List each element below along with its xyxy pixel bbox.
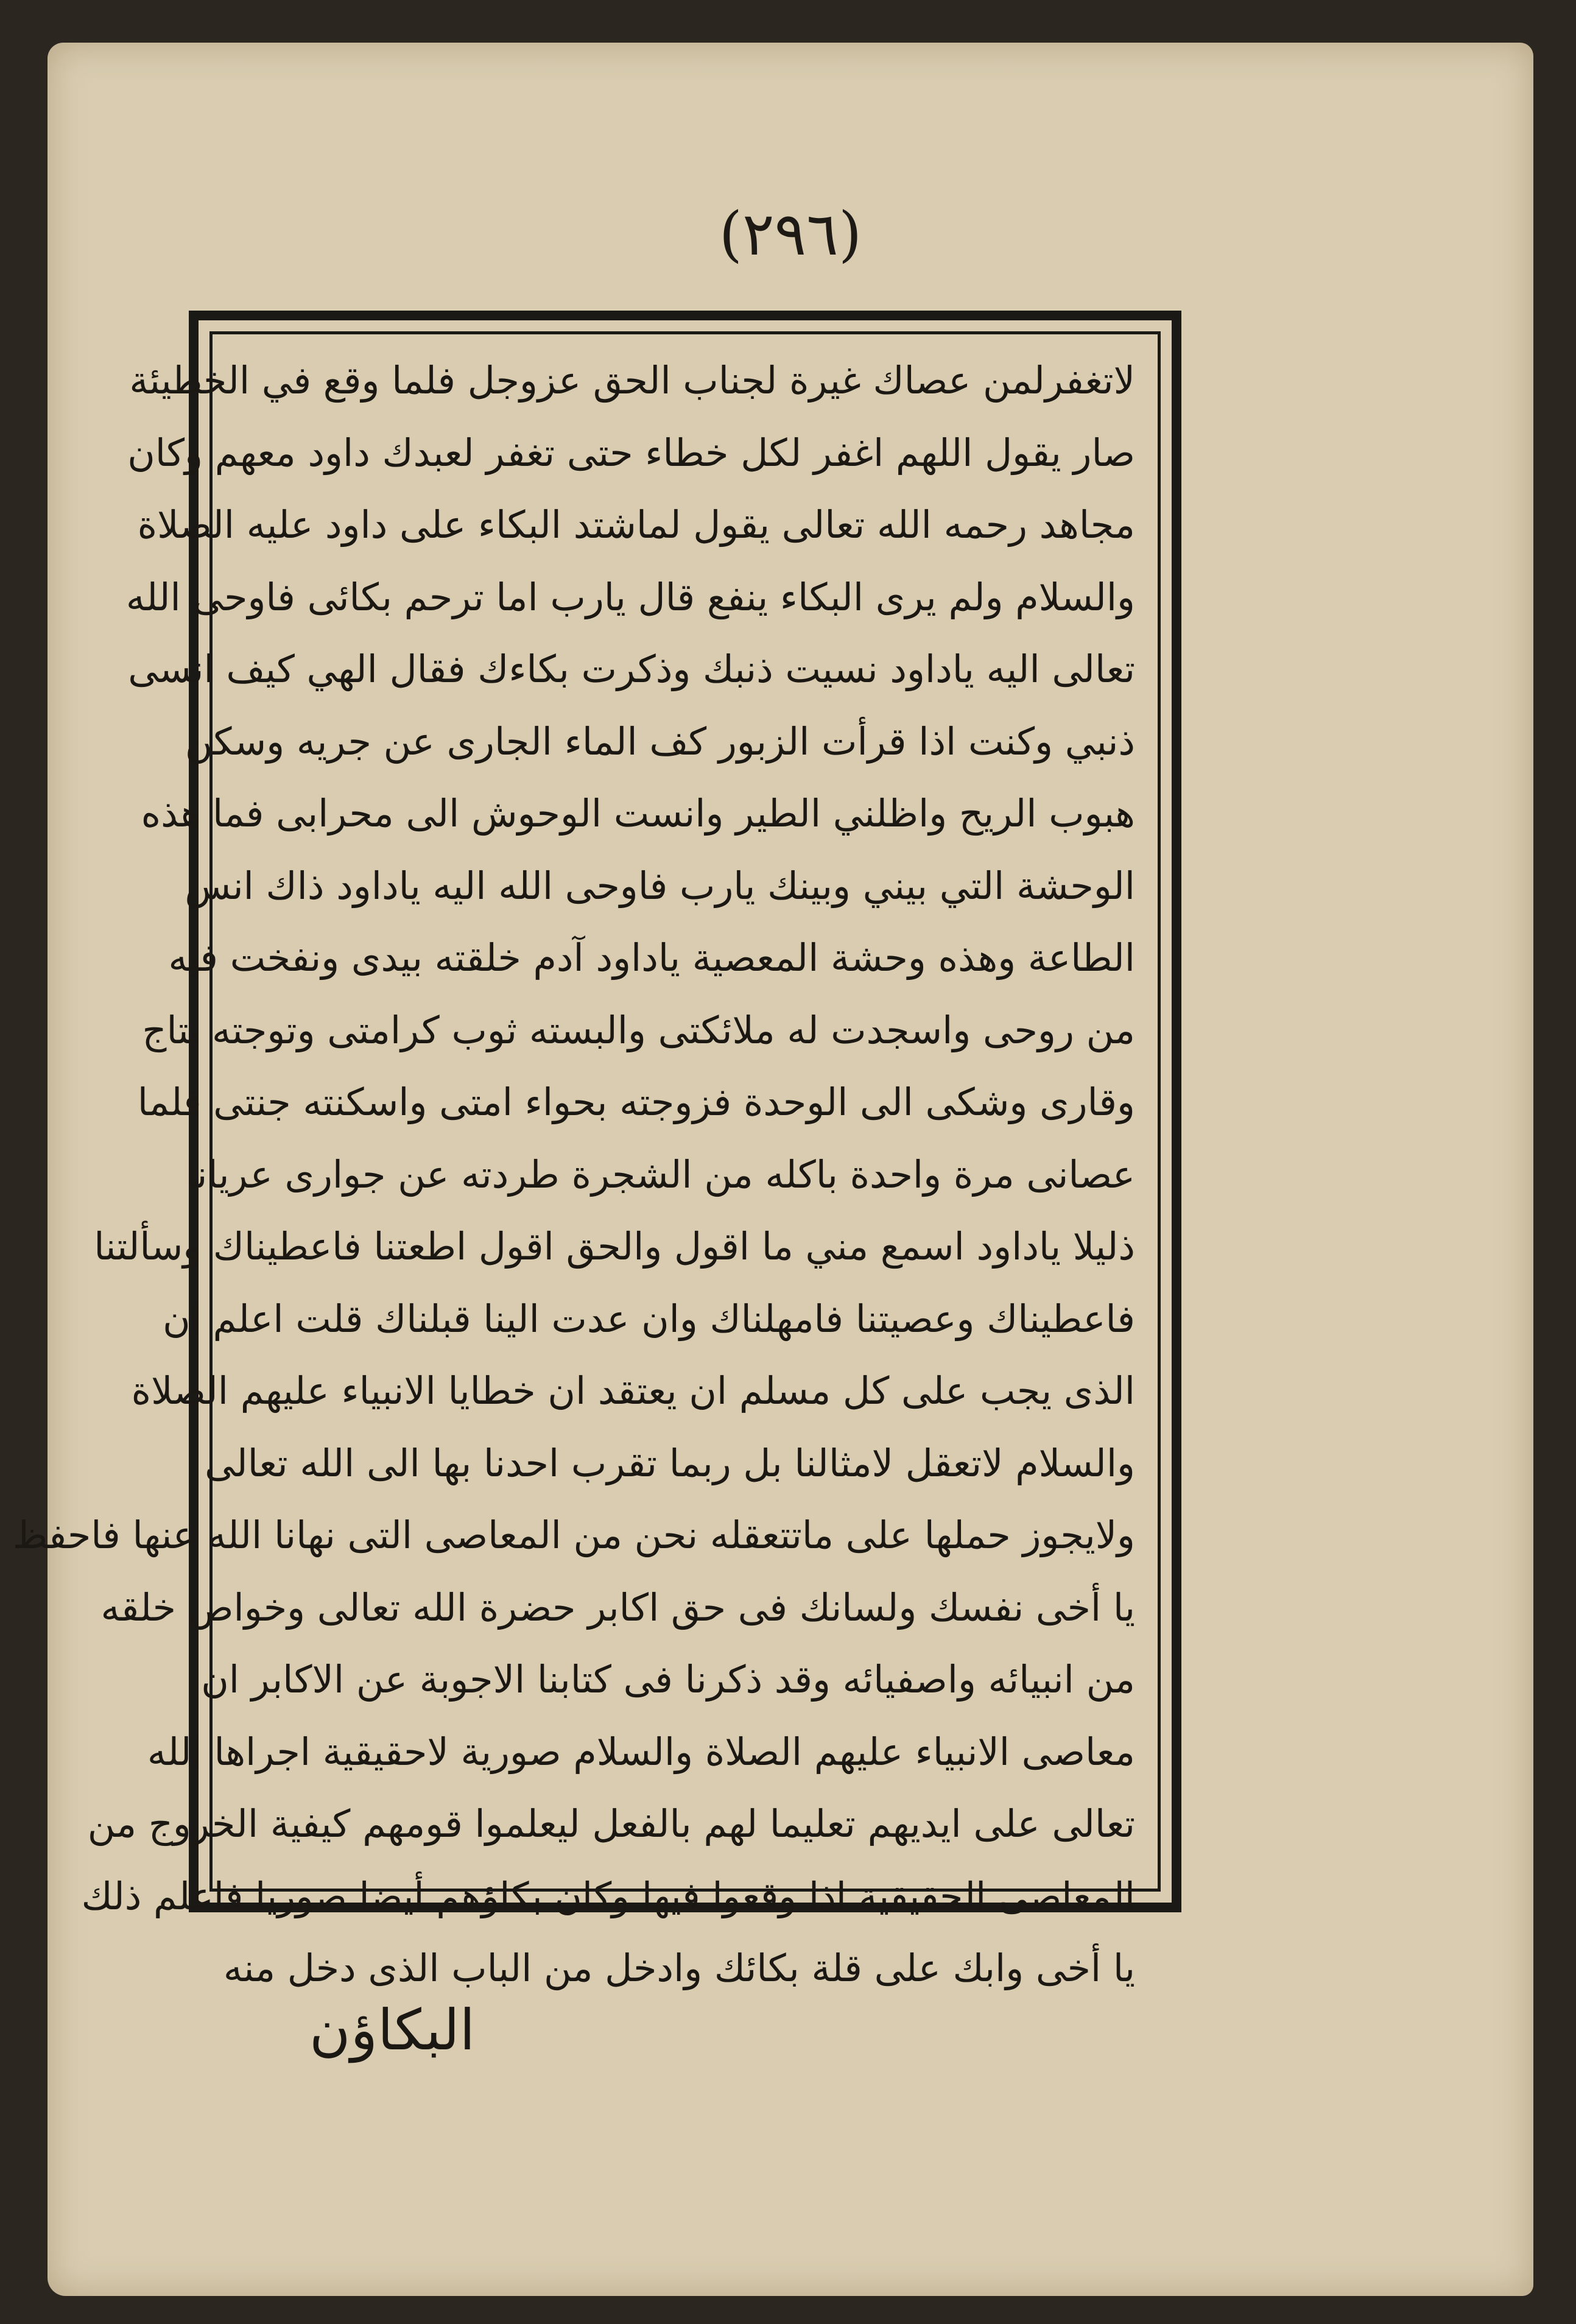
text-line: الذى يجب على كل مسلم ان يعتقد ان خطايا الانبياء عليهم الصلاة	[131, 1368, 1135, 1413]
page-number: (٢٩٦)	[719, 200, 862, 269]
text-line: لاتغفرلمن عصاك غيرة لجناب الحق عزوجل فلما وقع في الخطيئة	[129, 358, 1135, 403]
text-line: الوحشة التي بيني وبينك يارب فاوحى الله اليه ياداود ذاك انس	[185, 863, 1135, 908]
text-line: الطاعة وهذه وحشة المعصية ياداود آدم خلقته بيدى ونفخت فيه	[168, 935, 1135, 980]
text-line: عصانى مرة واحدة باكله من الشجرة طردته عن جوارى عريانا	[185, 1152, 1135, 1197]
text-line: صار يقول اللهم اغفر لكل خطاء حتى تغفر لعبدك داود معهم وكان	[127, 430, 1135, 475]
text-line: هبوب الريح واظلني الطير وانست الوحوش الى محرابى فما هذه	[141, 791, 1135, 836]
text-block	[12, 345, 1135, 2005]
text-line: والسلام لاتعقل لامثالنا بل ربما تقرب احدنا بها الى الله تعالى	[205, 1440, 1135, 1485]
text-line: مجاهد رحمه الله تعالى يقول لماشتد البكاء على داود عليه الصلاة	[137, 502, 1135, 547]
text-line: ولايجوز حملها على ماتتعقله نحن من المعاصى التى نهانا الله عنها فاحفظ	[12, 1513, 1135, 1557]
text-line: يا أخى وابك على قلة بكائك وادخل من الباب الذى دخل منه	[223, 1946, 1135, 1990]
text-line: تعالى على ايديهم تعليما لهم بالفعل ليعلموا قومهم كيفية الخروج من	[87, 1801, 1135, 1846]
text-line: المعاصى الحقيقية اذا وقعوا فيها وكان بكاؤهم أيضا صوريا فاعلم ذلك	[81, 1873, 1135, 1918]
text-line: ذليلا ياداود اسمع مني ما اقول والحق اقول اطعتنا فاعطيناك وسألتنا	[94, 1224, 1135, 1269]
text-line: يا أخى نفسك ولسانك فى حق اكابر حضرة الله تعالى وخواص خلقه	[100, 1585, 1135, 1630]
text-line: من انبيائه واصفيائه وقد ذكرنا فى كتابنا الاجوبة عن الاكابر ان	[201, 1657, 1135, 1702]
text-line: وقارى وشكى الى الوحدة فزوجته بحواء امتى واسكنته جنتى فلما	[137, 1080, 1135, 1124]
text-line: تعالى اليه ياداود نسيت ذنبك وذكرت بكاءك فقال الهي كيف انسى	[128, 647, 1135, 691]
text-line: ذنبي وكنت اذا قرأت الزبور كف الماء الجارى عن جريه وسكن	[185, 719, 1135, 764]
text-line: معاصى الانبياء عليهم الصلاة والسلام صورية لاحقيقية اجراها الله	[147, 1729, 1135, 1774]
text-line: فاعطيناك وعصيتنا فامهلناك وان عدت الينا قبلناك قلت اعلم ان	[163, 1296, 1135, 1341]
text-line: من روحى واسجدت له ملائكتى والبسته ثوب كرامتى وتوجته بتاج	[142, 1007, 1135, 1052]
book-page	[12, 43, 1533, 2296]
catchword: البكاؤن	[309, 1998, 476, 2063]
text-line: والسلام ولم يرى البكاء ينفع قال يارب اما ترحم بكائى فاوحى الله	[125, 574, 1135, 619]
text-frame	[12, 311, 1181, 1990]
